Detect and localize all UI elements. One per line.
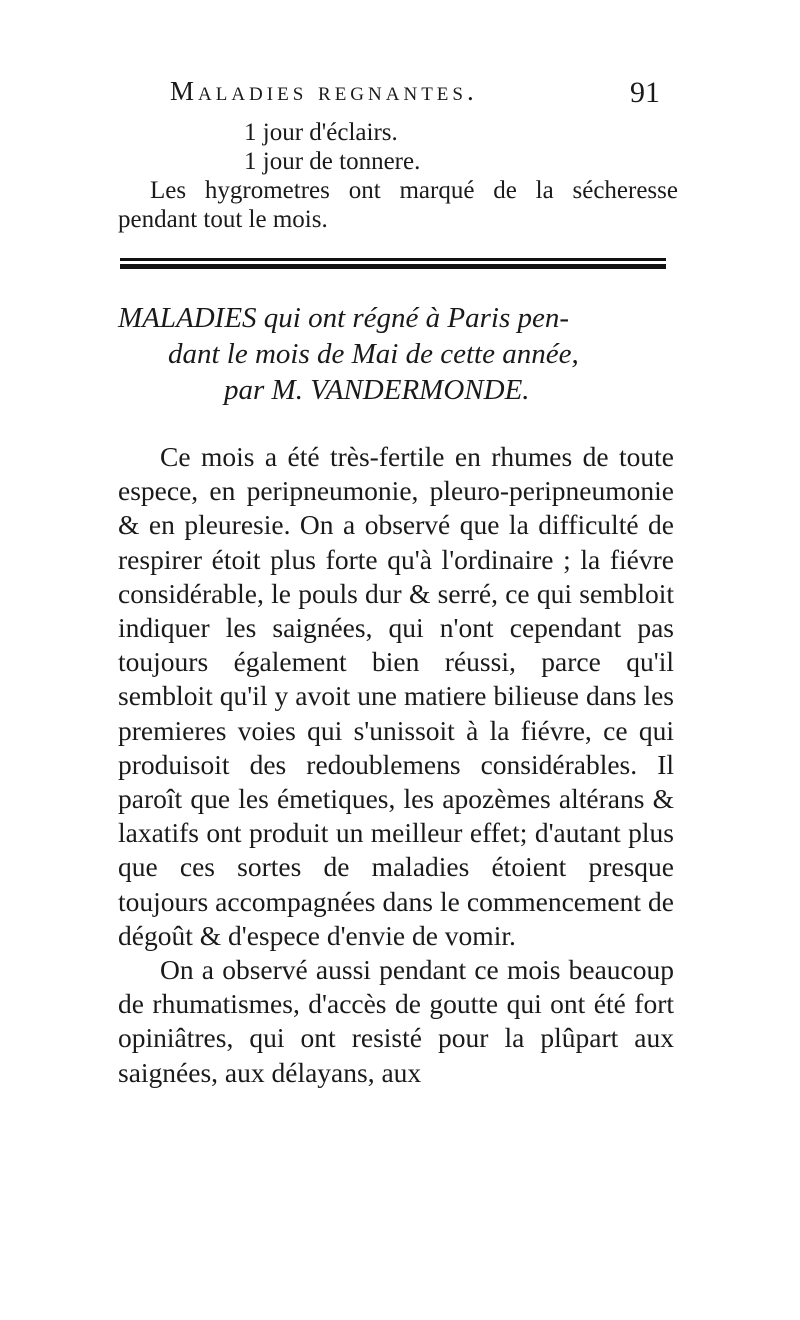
divider-thick-line: [120, 264, 666, 269]
weather-notes: [118, 118, 678, 234]
section-heading: [118, 300, 678, 408]
body-paragraph-1: Ce mois a été très-fertile en rhumes de toute espece, en peripneumonie, pleuro-peripneumonie & en pleuresie. On a observé que la difficulté de respirer étoit plus forte qu'à l'ordinaire ; la fiévre considérable, le pouls dur & serré, ce qui sembloit indiquer les saignées, qui n'ont cependant pas toujours également bien réussi, parce qu'il sembloit qu'il y avoit une matiere bilieuse dans les premieres voies qui s'unissoit à la fiévre, ce qui produisoit des redoublemens considérables. Il paroît que les émetiques, les apozèmes altérans & laxatifs ont produit un meilleur effet; d'autant plus que ces sortes de maladies étoient presque toujours accompagnées dans le commencement de dégoût & d'espece d'envie de vomir.: [118, 441, 674, 951]
body-text: [118, 440, 674, 1090]
section-divider-rule: [120, 258, 666, 270]
running-head: [170, 76, 670, 116]
body-paragraph-2: On a observé aussi pendant ce mois beaucoup de rhumatismes, d'accès de goutte qui ont été fort opiniâtres, qui ont resisté pour la plûpart aux saignées, aux délayans, aux: [118, 954, 674, 1088]
divider-thin-line: [120, 258, 666, 261]
heading-line-1: MALADIES qui ont régné à Paris pen-: [118, 302, 570, 334]
page-number: 91: [630, 76, 660, 109]
weather-line-lightning: 1 jour d'éclairs.: [244, 119, 398, 146]
hygrometer-paragraph: Les hygrometres ont marqué de la sécheresse pendant tout le mois.: [118, 177, 678, 233]
heading-line-3: par M. VANDERMONDE.: [224, 374, 530, 406]
weather-line-thunder: 1 jour de tonnere.: [244, 148, 421, 175]
running-head-title: Maladies regnantes.: [170, 76, 478, 106]
heading-line-2: dant le mois de Mai de cette année,: [168, 338, 579, 370]
